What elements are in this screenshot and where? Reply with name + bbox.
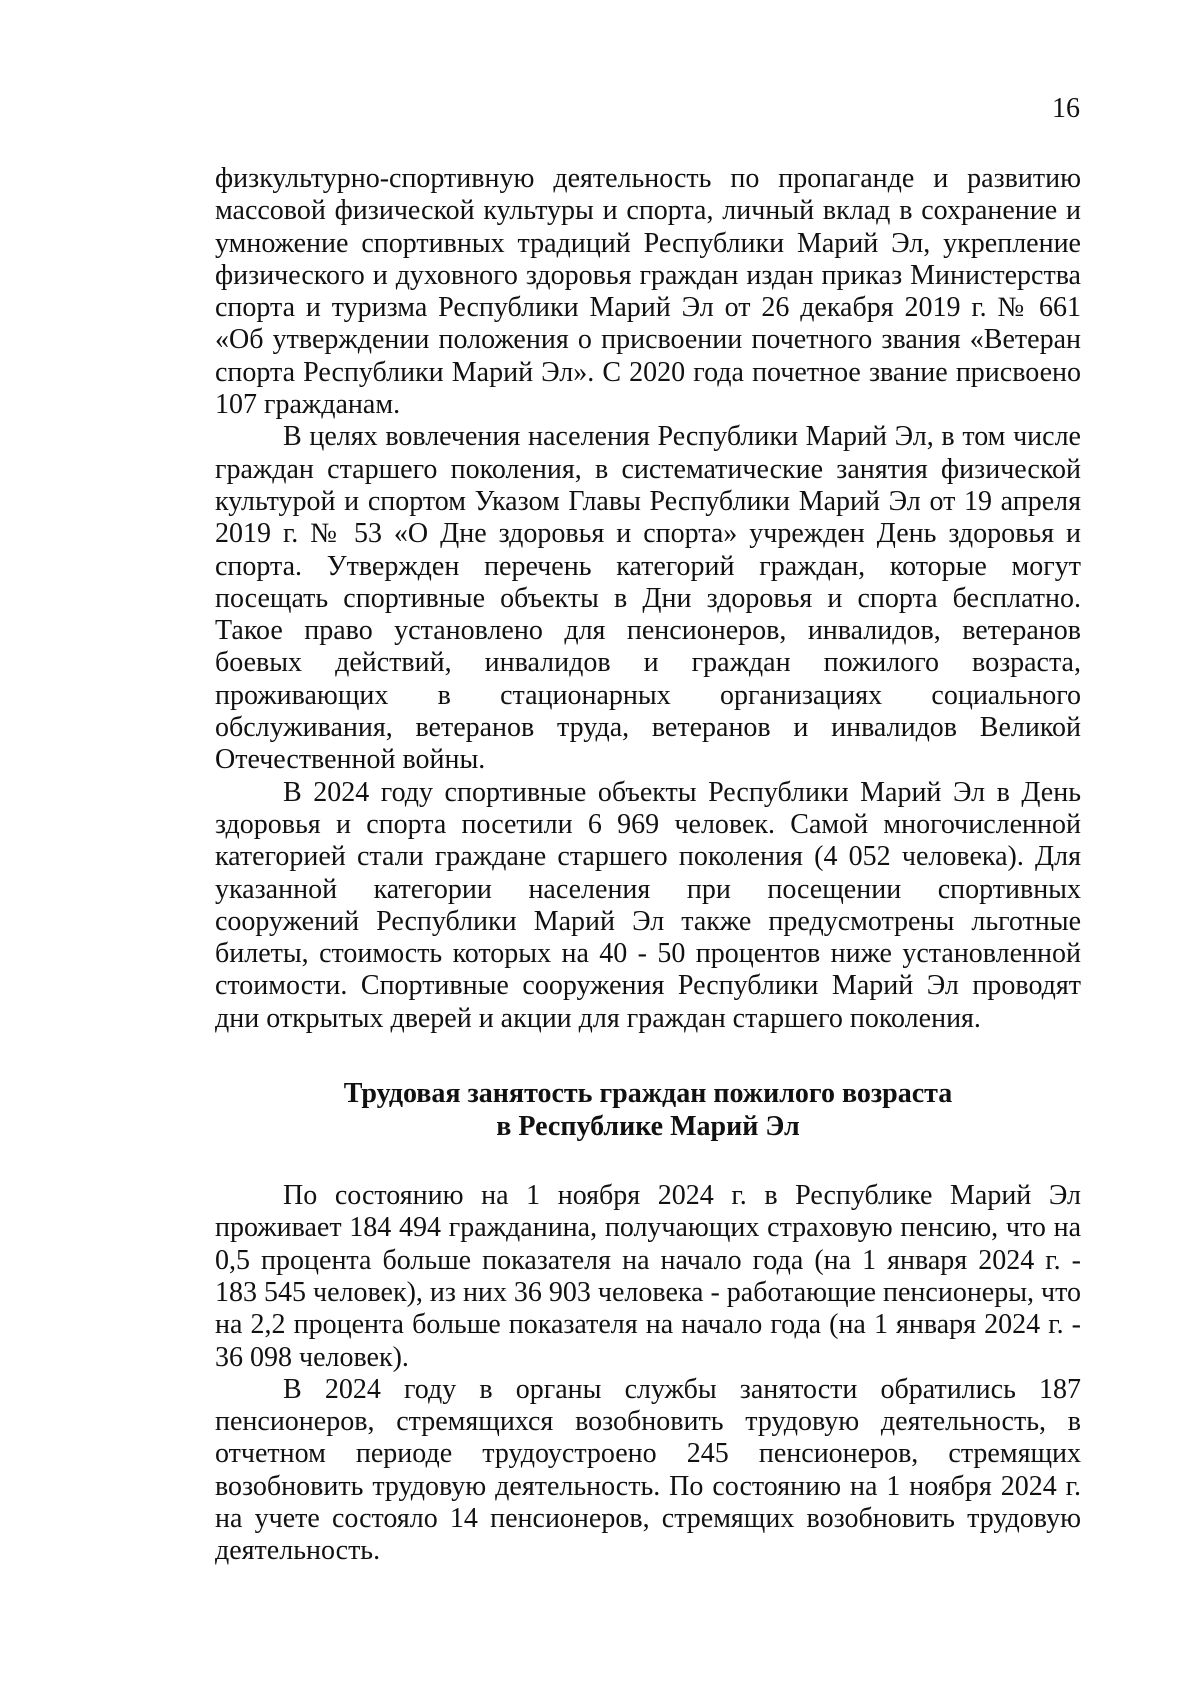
section-heading-line-1: Трудовая занятость граждан пожилого возраста (343, 1078, 953, 1110)
paragraph-pensioners-count: По состоянию на 1 ноября 2024 г. в Республике Марий Эл проживает 184 494 гражданина, получающих страховую пенсию, что на 0,5 процента больше показателя на начало года (на 1 января 2024 г. - 183 545 человек), из них 36 903 человека - работающие пенсионеры, что на 2,2 процента больше показателя на начало года (на 1 января 2024 г. - 36 098 человек). (215, 1180, 1081, 1373)
paragraph-employment-service: В 2024 году в органы службы занятости обратились 187 пенсионеров, стремящихся возобновить трудовую деятельность, в отчетном периоде трудоустроено 245 пенсионеров, стремящих возобновить трудовую деятельность. По состоянию на 1 ноября 2024 г. на учете состояло 14 пенсионеров, стремящих возобновить трудовую деятельность. (215, 1373, 1081, 1567)
section-heading (215, 1077, 1081, 1143)
section-heading-line-2: в Республике Марий Эл (496, 1111, 800, 1143)
paragraph-health-day: В целях вовлечения населения Республики Марий Эл, в том числе граждан старшего поколения, в систематические занятия физической культурой и спортом Указом Главы Республики Марий Эл от 19 апреля 2019 г. № 53 «О Дне здоровья и спорта» учрежден День здоровья и спорта. Утвержден перечень категорий граждан, которые могут посещать спортивные объекты в Дни здоровья и спорта бесплатно. Такое право установлено для пенсионеров, инвалидов, ветеранов боевых действий, инвалидов и граждан пожилого возраста, проживающих в стационарных организациях социального обслуживания, ветеранов труда, ветеранов и инвалидов Великой Отечественной войны. (215, 421, 1081, 776)
page-number: 16 (1052, 93, 1080, 124)
document-body (215, 163, 1081, 1568)
paragraph-veteran-title: физкультурно-спортивную деятельность по пропаганде и развитию массовой физической культуры и спорта, личный вклад в сохранение и умножение спортивных традиций Республики Марий Эл, укрепление физического и духовного здоровья граждан издан приказ Министерства спорта и туризма Республики Марий Эл от 26 декабря 2019 г. № 661 «Об утверждении положения о присвоении почетного звания «Ветеран спорта Республики Марий Эл». С 2020 года почетное звание присвоено 107 гражданам. (215, 163, 1081, 421)
paragraph-2024-visits: В 2024 году спортивные объекты Республики Марий Эл в День здоровья и спорта посетили 6 969 человек. Самой многочисленной категорией стали граждане старшего поколения (4 052 человека). Для указанной категории населения при посещении спортивных сооружений Республики Марий Эл также предусмотрены льготные билеты, стоимость которых на 40 - 50 процентов ниже установленной стоимости. Спортивные сооружения Республики Марий Эл проводят дни открытых дверей и акции для граждан старшего поколения. (215, 776, 1081, 1034)
